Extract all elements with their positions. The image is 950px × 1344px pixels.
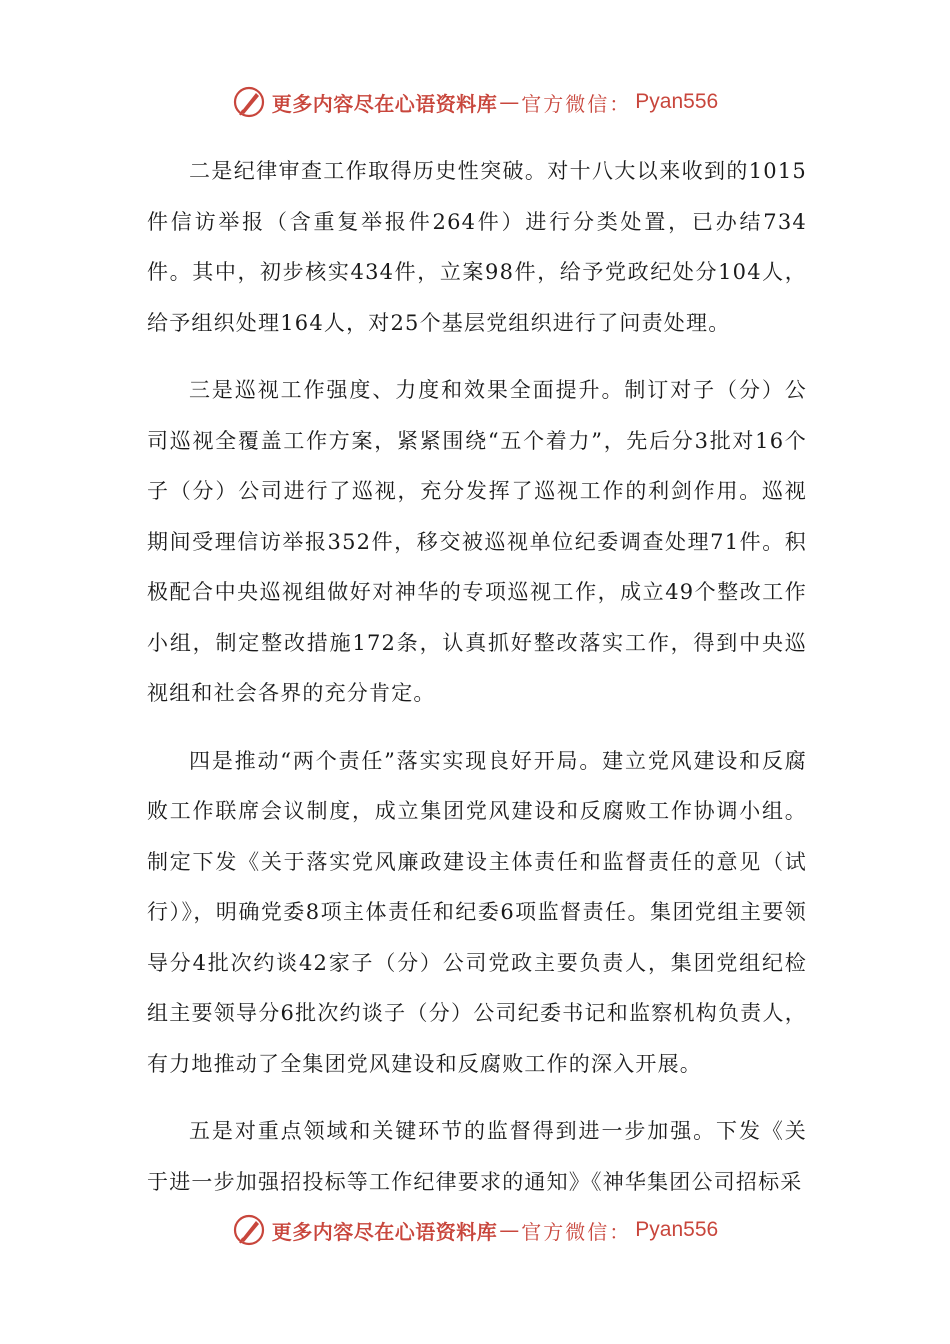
banner-wechat-id: Pyan556 <box>635 1218 719 1241</box>
banner-wechat-id: Pyan556 <box>635 90 719 113</box>
banner-dash: — <box>499 1218 520 1242</box>
paragraph-2: 二是纪律审查工作取得历史性突破。对十八大以来收到的1015件信访举报（含重复举报件264件）进行分类处置，已办结734件。其中，初步核实434件，立案98件，给予党政纪处分104人，给予组织处理164人，对25个基层党组织进行了问责处理。 <box>147 159 807 335</box>
paragraph-5: 五是对重点领域和关键环节的监督得到进一步加强。下发《关于进一步加强招投标等工作纪律要求的通知》《神华集团公司招标采 <box>147 1119 807 1194</box>
quill-pen-icon <box>232 1213 266 1247</box>
banner-official-label: 官方微信： <box>521 1219 632 1244</box>
banner-official-label: 官方微信： <box>521 91 632 116</box>
header-banner <box>0 82 950 122</box>
footer-banner <box>0 1210 950 1250</box>
banner-brand-text: 更多内容尽在心语资料库 <box>271 1219 498 1244</box>
quill-pen-icon <box>232 85 266 119</box>
paragraph-4: 四是推动“两个责任”落实实现良好开局。建立党风建设和反腐败工作联席会议制度，成立集团党风建设和反腐败工作协调小组。制定下发《关于落实党风廉政建设主体责任和监督责任的意见（试行）》，明确党委8项主体责任和纪委6项监督责任。集团党组主要领导分4批次约谈42家子（分）公司党政主要负责人，集团党组纪检组主要领导分6批次约谈子（分）公司纪委书记和监察机构负责人，有力地推动了全集团党风建设和反腐败工作的深入开展。 <box>147 748 807 1076</box>
document-body <box>147 146 807 1224</box>
banner-dash: — <box>499 90 520 114</box>
banner-brand-text: 更多内容尽在心语资料库 <box>271 91 498 116</box>
paragraph-3: 三是巡视工作强度、力度和效果全面提升。制订对子（分）公司巡视全覆盖工作方案，紧紧围绕“五个着力”，先后分3批对16个子（分）公司进行了巡视，充分发挥了巡视工作的利剑作用。巡视期间受理信访举报352件，移交被巡视单位纪委调查处理71件。积极配合中央巡视组做好对神华的专项巡视工作，成立49个整改工作小组，制定整改措施172条，认真抓好整改落实工作，得到中央巡视组和社会各界的充分肯定。 <box>147 378 807 705</box>
